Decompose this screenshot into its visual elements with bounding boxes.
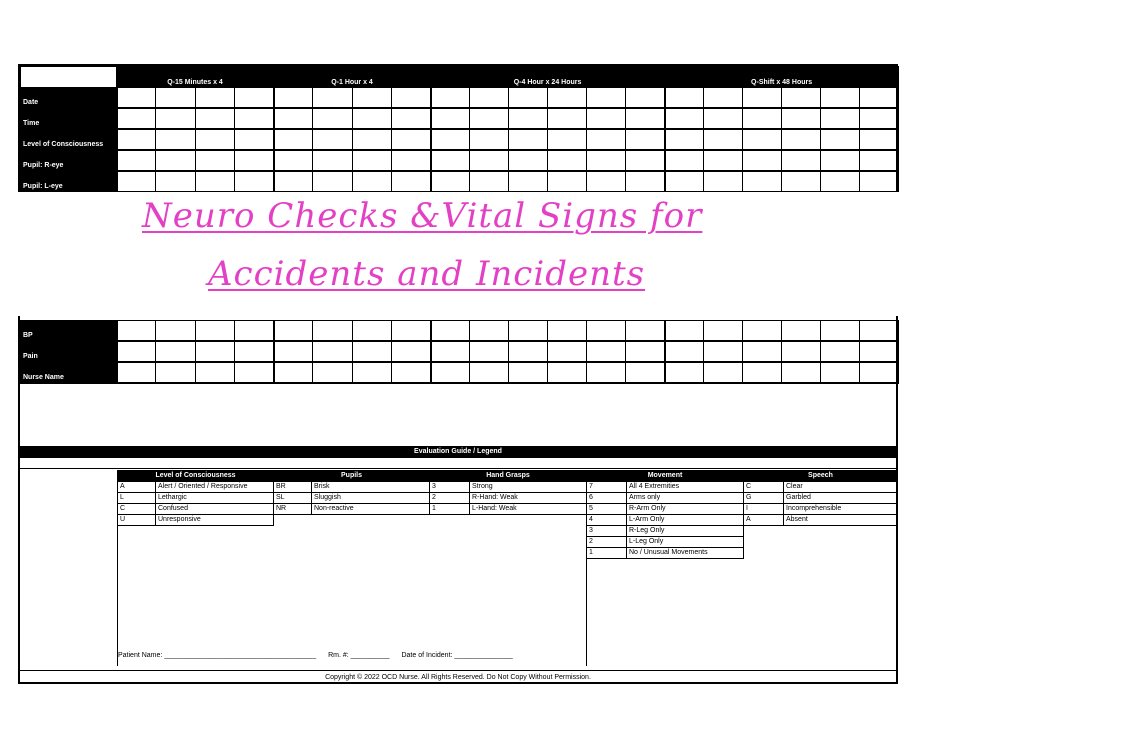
grid-cell[interactable] bbox=[156, 88, 195, 109]
grid-cell[interactable] bbox=[509, 341, 548, 362]
legend-row bbox=[430, 493, 587, 504]
legend-row bbox=[274, 504, 430, 515]
grid-row bbox=[21, 321, 899, 342]
legend-row bbox=[587, 482, 744, 493]
grid-cell[interactable] bbox=[274, 88, 313, 109]
grid-cell[interactable] bbox=[626, 88, 665, 109]
grid-cell[interactable] bbox=[156, 171, 195, 192]
grid-cell[interactable] bbox=[626, 150, 665, 171]
legend-code: 1 bbox=[587, 548, 627, 559]
grid-cell[interactable] bbox=[470, 341, 509, 362]
grid-cell[interactable] bbox=[587, 129, 626, 150]
legend-row bbox=[744, 504, 898, 515]
grid-row bbox=[21, 341, 899, 362]
legend-desc: Clear bbox=[784, 482, 898, 493]
legend-code: 3 bbox=[430, 482, 470, 493]
grid-cell[interactable] bbox=[470, 150, 509, 171]
grid-cell[interactable] bbox=[704, 341, 743, 362]
grid-cell[interactable] bbox=[234, 150, 273, 171]
legend-loc bbox=[117, 470, 274, 526]
legend-desc: No / Unusual Movements bbox=[627, 548, 744, 559]
header-qshift: Q-Shift x 48 Hours bbox=[665, 67, 899, 88]
legend-code: A bbox=[744, 515, 784, 526]
grid-cell[interactable] bbox=[665, 108, 704, 129]
grid-cell[interactable] bbox=[156, 108, 195, 129]
grid-cell[interactable] bbox=[743, 321, 782, 342]
legend-code: 5 bbox=[587, 504, 627, 515]
grid-cell[interactable] bbox=[548, 129, 587, 150]
legend-code: 1 bbox=[430, 504, 470, 515]
legend-desc: Garbled bbox=[784, 493, 898, 504]
grid-cell[interactable] bbox=[117, 171, 156, 192]
legend-loc-header: Level of Consciousness bbox=[118, 471, 274, 482]
row-label: Nurse Name bbox=[21, 362, 117, 383]
grid-cell[interactable] bbox=[626, 129, 665, 150]
vitals-grid-bottom bbox=[20, 320, 899, 384]
grid-cell[interactable] bbox=[587, 88, 626, 109]
legend-code: BR bbox=[274, 482, 312, 493]
grid-cell[interactable] bbox=[352, 321, 391, 342]
legend-desc: L-Leg Only bbox=[627, 537, 744, 548]
patient-info-line bbox=[118, 652, 513, 659]
grid-cell[interactable] bbox=[665, 171, 704, 192]
grid-cell[interactable] bbox=[509, 150, 548, 171]
grid-cell[interactable] bbox=[665, 129, 704, 150]
patient-name-label: Patient Name: bbox=[118, 652, 163, 659]
grid-cell[interactable] bbox=[156, 341, 195, 362]
grid-cell[interactable] bbox=[470, 171, 509, 192]
grid-cell[interactable] bbox=[195, 171, 234, 192]
grid-cell[interactable] bbox=[352, 129, 391, 150]
grid-row bbox=[21, 129, 899, 150]
legend-code: G bbox=[744, 493, 784, 504]
grid-cell[interactable] bbox=[195, 321, 234, 342]
grid-cell[interactable] bbox=[548, 171, 587, 192]
grid-cell[interactable] bbox=[782, 88, 821, 109]
grid-cell[interactable] bbox=[156, 129, 195, 150]
legend-row bbox=[587, 504, 744, 515]
legend-code: 2 bbox=[430, 493, 470, 504]
legend-desc: Sluggish bbox=[312, 493, 430, 504]
legend-mid-border bbox=[586, 470, 587, 666]
grid-cell[interactable] bbox=[509, 129, 548, 150]
grid-cell[interactable] bbox=[274, 150, 313, 171]
grid-cell[interactable] bbox=[352, 171, 391, 192]
header-q4h: Q-4 Hour x 24 Hours bbox=[431, 67, 665, 88]
legend-title: Evaluation Guide / Legend bbox=[20, 446, 896, 458]
legend-code: 2 bbox=[587, 537, 627, 548]
grid-cell[interactable] bbox=[195, 341, 234, 362]
legend-pupils-header: Pupils bbox=[274, 471, 430, 482]
grid-row bbox=[21, 171, 899, 192]
legend-code: 7 bbox=[587, 482, 627, 493]
legend-row bbox=[587, 493, 744, 504]
grid-cell[interactable] bbox=[234, 108, 273, 129]
room-field[interactable]: __________ bbox=[350, 652, 390, 659]
row-label: BP bbox=[21, 321, 117, 342]
legend-desc: Non-reactive bbox=[312, 504, 430, 515]
grid-cell[interactable] bbox=[234, 321, 273, 342]
grid-cell[interactable] bbox=[821, 88, 860, 109]
grid-cell[interactable] bbox=[704, 108, 743, 129]
grid-cell[interactable] bbox=[313, 171, 352, 192]
grid-cell[interactable] bbox=[195, 362, 234, 383]
legend-code: I bbox=[744, 504, 784, 515]
row-label: Pain bbox=[21, 341, 117, 362]
grid-cell[interactable] bbox=[860, 150, 899, 171]
legend-desc: Confused bbox=[156, 504, 274, 515]
grid-cell[interactable] bbox=[391, 362, 430, 383]
legend-code: NR bbox=[274, 504, 312, 515]
grid-cell[interactable] bbox=[431, 362, 470, 383]
legend-speech bbox=[743, 470, 898, 526]
grid-cell[interactable] bbox=[743, 108, 782, 129]
grid-cell[interactable] bbox=[431, 150, 470, 171]
grid-cell[interactable] bbox=[313, 321, 352, 342]
grid-cell[interactable] bbox=[860, 321, 899, 342]
grid-cell[interactable] bbox=[391, 108, 430, 129]
grid-row bbox=[21, 362, 899, 383]
header-q1h: Q-1 Hour x 4 bbox=[274, 67, 431, 88]
grid-cell[interactable] bbox=[743, 88, 782, 109]
grid-cell[interactable] bbox=[117, 362, 156, 383]
grid-cell[interactable] bbox=[274, 171, 313, 192]
grid-cell[interactable] bbox=[391, 171, 430, 192]
grid-cell[interactable] bbox=[782, 362, 821, 383]
legend-row bbox=[744, 515, 898, 526]
grid-cell[interactable] bbox=[195, 150, 234, 171]
grid-cell[interactable] bbox=[234, 88, 273, 109]
legend-movement-header: Movement bbox=[587, 471, 744, 482]
grid-cell[interactable] bbox=[704, 171, 743, 192]
grid-cell[interactable] bbox=[470, 321, 509, 342]
legend-row bbox=[430, 504, 587, 515]
grid-row bbox=[21, 108, 899, 129]
grid-cell[interactable] bbox=[821, 321, 860, 342]
grid-cell[interactable] bbox=[391, 321, 430, 342]
grid-cell[interactable] bbox=[234, 362, 273, 383]
grid-cell[interactable] bbox=[274, 341, 313, 362]
legend-row bbox=[118, 482, 274, 493]
grid-cell[interactable] bbox=[860, 129, 899, 150]
grid-cell[interactable] bbox=[431, 321, 470, 342]
grid-cell[interactable] bbox=[587, 108, 626, 129]
patient-name-field[interactable]: _______________________________________ bbox=[164, 652, 317, 659]
neuro-check-sheet bbox=[18, 64, 898, 684]
grid-cell[interactable] bbox=[782, 129, 821, 150]
legend-row bbox=[274, 482, 430, 493]
header-q15: Q-15 Minutes x 4 bbox=[117, 67, 274, 88]
grid-cell[interactable] bbox=[352, 150, 391, 171]
grid-cell[interactable] bbox=[234, 341, 273, 362]
grid-cell[interactable] bbox=[117, 150, 156, 171]
row-label: Level of Consciousness bbox=[21, 129, 117, 150]
legend-code: 6 bbox=[587, 493, 627, 504]
grid-cell[interactable] bbox=[860, 88, 899, 109]
grid-cell[interactable] bbox=[548, 108, 587, 129]
grid-cell[interactable] bbox=[352, 341, 391, 362]
legend-desc: R-Arm Only bbox=[627, 504, 744, 515]
room-label: Rm. #: bbox=[328, 652, 349, 659]
legend-row bbox=[744, 493, 898, 504]
grid-cell[interactable] bbox=[313, 341, 352, 362]
grid-cell[interactable] bbox=[548, 321, 587, 342]
legend-left-border bbox=[117, 470, 118, 666]
grid-cell[interactable] bbox=[860, 341, 899, 362]
grid-cell[interactable] bbox=[470, 129, 509, 150]
grid-cell[interactable] bbox=[234, 129, 273, 150]
grid-cell[interactable] bbox=[431, 88, 470, 109]
grid-cell[interactable] bbox=[665, 362, 704, 383]
grid-cell[interactable] bbox=[156, 150, 195, 171]
row-label: Date bbox=[21, 88, 117, 109]
grid-cell[interactable] bbox=[821, 150, 860, 171]
legend-desc: Lethargic bbox=[156, 493, 274, 504]
grid-cell[interactable] bbox=[313, 129, 352, 150]
grid-cell[interactable] bbox=[782, 321, 821, 342]
grid-cell[interactable] bbox=[548, 362, 587, 383]
grid-cell[interactable] bbox=[470, 362, 509, 383]
grid-row bbox=[21, 150, 899, 171]
grid-cell[interactable] bbox=[391, 129, 430, 150]
grid-cell[interactable] bbox=[117, 321, 156, 342]
grid-cell[interactable] bbox=[274, 362, 313, 383]
grid-cell[interactable] bbox=[274, 321, 313, 342]
grid-cell[interactable] bbox=[626, 341, 665, 362]
grid-cell[interactable] bbox=[509, 88, 548, 109]
legend-pupils bbox=[273, 470, 430, 515]
legend-row bbox=[587, 548, 744, 559]
grid-cell[interactable] bbox=[587, 150, 626, 171]
grid-cell[interactable] bbox=[665, 150, 704, 171]
incident-date-field[interactable]: _______________ bbox=[454, 652, 513, 659]
legend-row bbox=[744, 482, 898, 493]
grid-cell[interactable] bbox=[313, 108, 352, 129]
grid-cell[interactable] bbox=[743, 150, 782, 171]
grid-cell[interactable] bbox=[743, 171, 782, 192]
grid-cell[interactable] bbox=[391, 88, 430, 109]
grid-cell[interactable] bbox=[431, 129, 470, 150]
grid-cell[interactable] bbox=[431, 341, 470, 362]
grid-cell[interactable] bbox=[626, 108, 665, 129]
grid-cell[interactable] bbox=[704, 362, 743, 383]
legend-code: U bbox=[118, 515, 156, 526]
legend-row bbox=[118, 504, 274, 515]
grid-cell[interactable] bbox=[782, 150, 821, 171]
legend-desc: Absent bbox=[784, 515, 898, 526]
grid-cell[interactable] bbox=[821, 129, 860, 150]
grid-cell[interactable] bbox=[156, 321, 195, 342]
legend-code: L bbox=[118, 493, 156, 504]
grid-cell[interactable] bbox=[665, 341, 704, 362]
grid-cell[interactable] bbox=[587, 341, 626, 362]
grid-cell[interactable] bbox=[470, 88, 509, 109]
grid-cell[interactable] bbox=[860, 362, 899, 383]
grid-cell[interactable] bbox=[782, 341, 821, 362]
legend-grasps bbox=[429, 470, 587, 515]
grid-cell[interactable] bbox=[626, 362, 665, 383]
grid-cell[interactable] bbox=[743, 341, 782, 362]
legend-row bbox=[118, 515, 274, 526]
grid-cell[interactable] bbox=[352, 362, 391, 383]
incident-date-label: Date of Incident: bbox=[401, 652, 453, 659]
grid-cell[interactable] bbox=[782, 171, 821, 192]
grid-cell[interactable] bbox=[587, 362, 626, 383]
grid-cell[interactable] bbox=[431, 171, 470, 192]
grid-cell[interactable] bbox=[391, 341, 430, 362]
legend-gap bbox=[20, 458, 896, 469]
grid-cell[interactable] bbox=[313, 362, 352, 383]
grid-cell[interactable] bbox=[352, 108, 391, 129]
legend-desc: Strong bbox=[470, 482, 587, 493]
legend-desc: Unresponsive bbox=[156, 515, 274, 526]
grid-cell[interactable] bbox=[195, 129, 234, 150]
legend-desc: R-Leg Only bbox=[627, 526, 744, 537]
grid-header-row bbox=[21, 67, 899, 88]
grid-cell[interactable] bbox=[234, 171, 273, 192]
grid-cell[interactable] bbox=[117, 129, 156, 150]
grid-cell[interactable] bbox=[509, 362, 548, 383]
legend-code: C bbox=[744, 482, 784, 493]
grid-cell[interactable] bbox=[117, 341, 156, 362]
grid-cell[interactable] bbox=[743, 362, 782, 383]
grid-cell[interactable] bbox=[548, 341, 587, 362]
row-label: Pupil: L-eye bbox=[21, 171, 117, 192]
legend-desc: Alert / Oriented / Responsive bbox=[156, 482, 274, 493]
title-line-2: Accidents and Incidents bbox=[208, 254, 646, 294]
grid-cell[interactable] bbox=[548, 88, 587, 109]
grid-cell[interactable] bbox=[117, 88, 156, 109]
grid-cell[interactable] bbox=[782, 108, 821, 129]
grid-cell[interactable] bbox=[821, 171, 860, 192]
legend-desc: L-Arm Only bbox=[627, 515, 744, 526]
grid-cell[interactable] bbox=[626, 321, 665, 342]
grid-cell[interactable] bbox=[274, 129, 313, 150]
grid-cell[interactable] bbox=[274, 108, 313, 129]
grid-cell[interactable] bbox=[313, 88, 352, 109]
legend-desc: Brisk bbox=[312, 482, 430, 493]
legend-row bbox=[118, 493, 274, 504]
grid-cell[interactable] bbox=[195, 88, 234, 109]
grid-cell[interactable] bbox=[704, 150, 743, 171]
grid-cell[interactable] bbox=[195, 108, 234, 129]
legend-code: SL bbox=[274, 493, 312, 504]
grid-cell[interactable] bbox=[470, 108, 509, 129]
legend-code: 3 bbox=[587, 526, 627, 537]
grid-cell[interactable] bbox=[665, 88, 704, 109]
row-label: Pupil: R-eye bbox=[21, 150, 117, 171]
legend-row bbox=[587, 526, 744, 537]
legend-grasps-header: Hand Grasps bbox=[430, 471, 587, 482]
legend-row bbox=[587, 537, 744, 548]
grid-cell[interactable] bbox=[704, 321, 743, 342]
grid-cell[interactable] bbox=[509, 321, 548, 342]
legend-desc: Arms only bbox=[627, 493, 744, 504]
title-line-1: Neuro Checks &Vital Signs for bbox=[142, 196, 703, 236]
row-label: Time bbox=[21, 108, 117, 129]
grid-cell[interactable] bbox=[548, 150, 587, 171]
grid-cell[interactable] bbox=[313, 150, 352, 171]
legend-movement bbox=[586, 470, 744, 559]
legend-code: C bbox=[118, 504, 156, 515]
vitals-grid-top bbox=[20, 66, 899, 193]
legend-code: 4 bbox=[587, 515, 627, 526]
grid-cell[interactable] bbox=[509, 108, 548, 129]
grid-cell[interactable] bbox=[821, 341, 860, 362]
grid-cell[interactable] bbox=[509, 171, 548, 192]
grid-cell[interactable] bbox=[743, 129, 782, 150]
grid-cell[interactable] bbox=[860, 108, 899, 129]
grid-cell[interactable] bbox=[587, 321, 626, 342]
legend-desc: All 4 Extremities bbox=[627, 482, 744, 493]
legend-desc: R-Hand: Weak bbox=[470, 493, 587, 504]
legend-code: A bbox=[118, 482, 156, 493]
legend-desc: L-Hand: Weak bbox=[470, 504, 587, 515]
grid-cell[interactable] bbox=[704, 129, 743, 150]
grid-cell[interactable] bbox=[626, 171, 665, 192]
grid-cell[interactable] bbox=[156, 362, 195, 383]
legend-row bbox=[430, 482, 587, 493]
grid-cell[interactable] bbox=[821, 362, 860, 383]
grid-cell[interactable] bbox=[431, 108, 470, 129]
legend-speech-header: Speech bbox=[744, 471, 898, 482]
legend-desc: Incomprehensible bbox=[784, 504, 898, 515]
grid-cell[interactable] bbox=[587, 171, 626, 192]
grid-cell[interactable] bbox=[860, 171, 899, 192]
copyright-notice: Copyright © 2022 OCD Nurse. All Rights Reserved. Do Not Copy Without Permission. bbox=[20, 670, 896, 681]
legend-row bbox=[587, 515, 744, 526]
title-overlay bbox=[2, 192, 1140, 316]
grid-cell[interactable] bbox=[665, 321, 704, 342]
grid-cell[interactable] bbox=[821, 108, 860, 129]
grid-row bbox=[21, 88, 899, 109]
grid-cell[interactable] bbox=[117, 108, 156, 129]
legend-row bbox=[274, 493, 430, 504]
grid-cell[interactable] bbox=[704, 88, 743, 109]
grid-cell[interactable] bbox=[391, 150, 430, 171]
grid-cell[interactable] bbox=[352, 88, 391, 109]
grid-header-blank bbox=[21, 67, 117, 88]
